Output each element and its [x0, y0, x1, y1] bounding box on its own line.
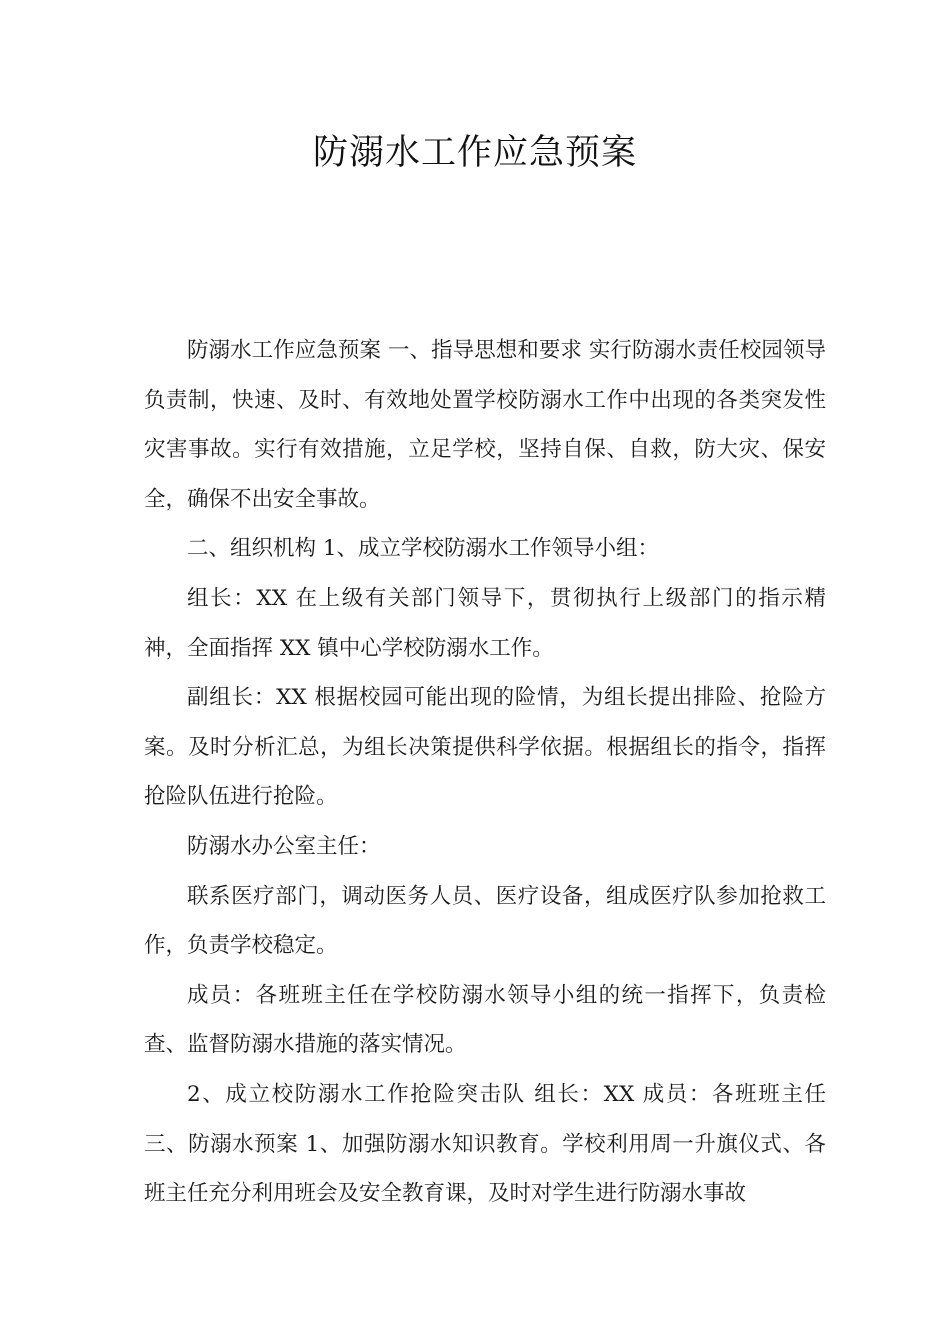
paragraph-members: 成员：各班班主任在学校防溺水领导小组的统一指挥下，负责检查、监督防溺水措施的落实情况。 — [144, 982, 826, 1058]
document-body — [144, 326, 826, 1219]
paragraph-deputy-leader: 副组长：XX 根据校园可能出现的险情，为组长提出排险、抢险方案。及时分析汇总，为组长决策提供科学依据。根据组长的指令，指挥抢险队伍进行抢险。 — [144, 685, 826, 810]
paragraph-office-director: 防溺水办公室主任： — [187, 833, 381, 859]
paragraph-organization: 二、组织机构 1、成立学校防溺水工作领导小组： — [187, 536, 660, 562]
paragraph-guiding-principles: 防溺水工作应急预案 一、指导思想和要求 实行防溺水责任校园领导负责制，快速、及时、有效地处置学校防溺水工作中出现的各类突发性灾害事故。实行有效措施，立足学校，坚持自保、自救，防大灾、保安全，确保不出安全事故。 — [144, 338, 826, 512]
paragraph-medical-contact: 联系医疗部门，调动医务人员、医疗设备，组成医疗队参加抢救工作，负责学校稳定。 — [144, 883, 826, 959]
paragraph-team-leader: 组长：XX 在上级有关部门领导下，贯彻执行上级部门的指示精神，全面指挥 XX 镇中心学校防溺水工作。 — [144, 585, 826, 661]
document-title: 防溺水工作应急预案 — [312, 133, 637, 173]
paragraph-rescue-team: 2、成立校防溺水工作抢险突击队 组长：XX 成员：各班班主任 三、防溺水预案 1、加强防溺水知识教育。学校利用周一升旗仪式、各班主任充分利用班会及安全教育课，及时对学生进行防溺水事故 — [144, 1081, 826, 1207]
